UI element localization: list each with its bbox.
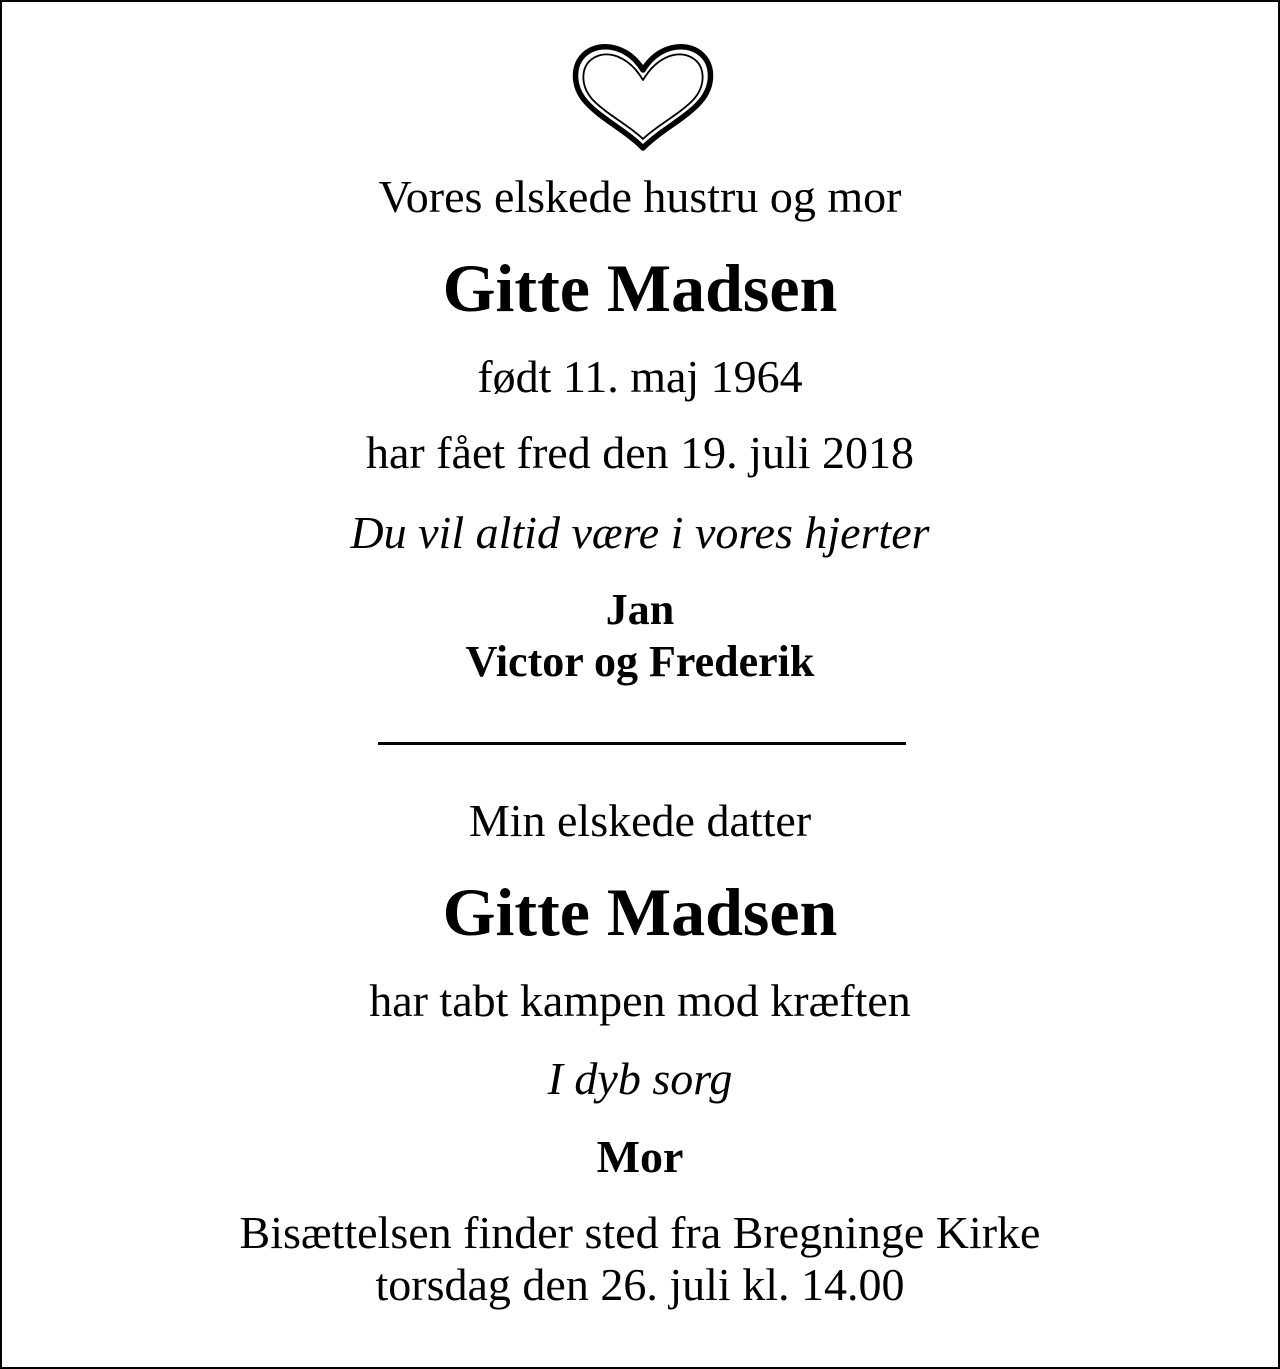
notice-two-intro: Min elskede datter [468, 795, 812, 846]
notice-two-name: Gitte Madsen [442, 874, 838, 950]
notice-one-died: har fået fred den 19. juli 2018 [366, 427, 914, 478]
divider-line [378, 742, 906, 745]
notice-two-message: har tabt kampen mod kræften [369, 975, 911, 1026]
notice-one-intro: Vores elskede hustru og mor [378, 171, 902, 222]
notice-one-born: født 11. maj 1964 [477, 351, 803, 402]
notice-one-tribute: Du vil altid være i vores hjerter [350, 507, 930, 558]
notice-one-signer-2: Victor og Frederik [465, 637, 815, 686]
funeral-line-2: torsdag den 26. juli kl. 14.00 [375, 1259, 905, 1310]
notice-two-signer: Mor [596, 1131, 684, 1182]
notice-two-tribute: I dyb sorg [547, 1053, 733, 1104]
funeral-line-1: Bisættelsen finder sted fra Bregninge Kirke [239, 1207, 1041, 1258]
notice-one-name: Gitte Madsen [442, 250, 838, 326]
heart-icon [570, 42, 716, 152]
notice-one-signer-1: Jan [605, 585, 675, 634]
